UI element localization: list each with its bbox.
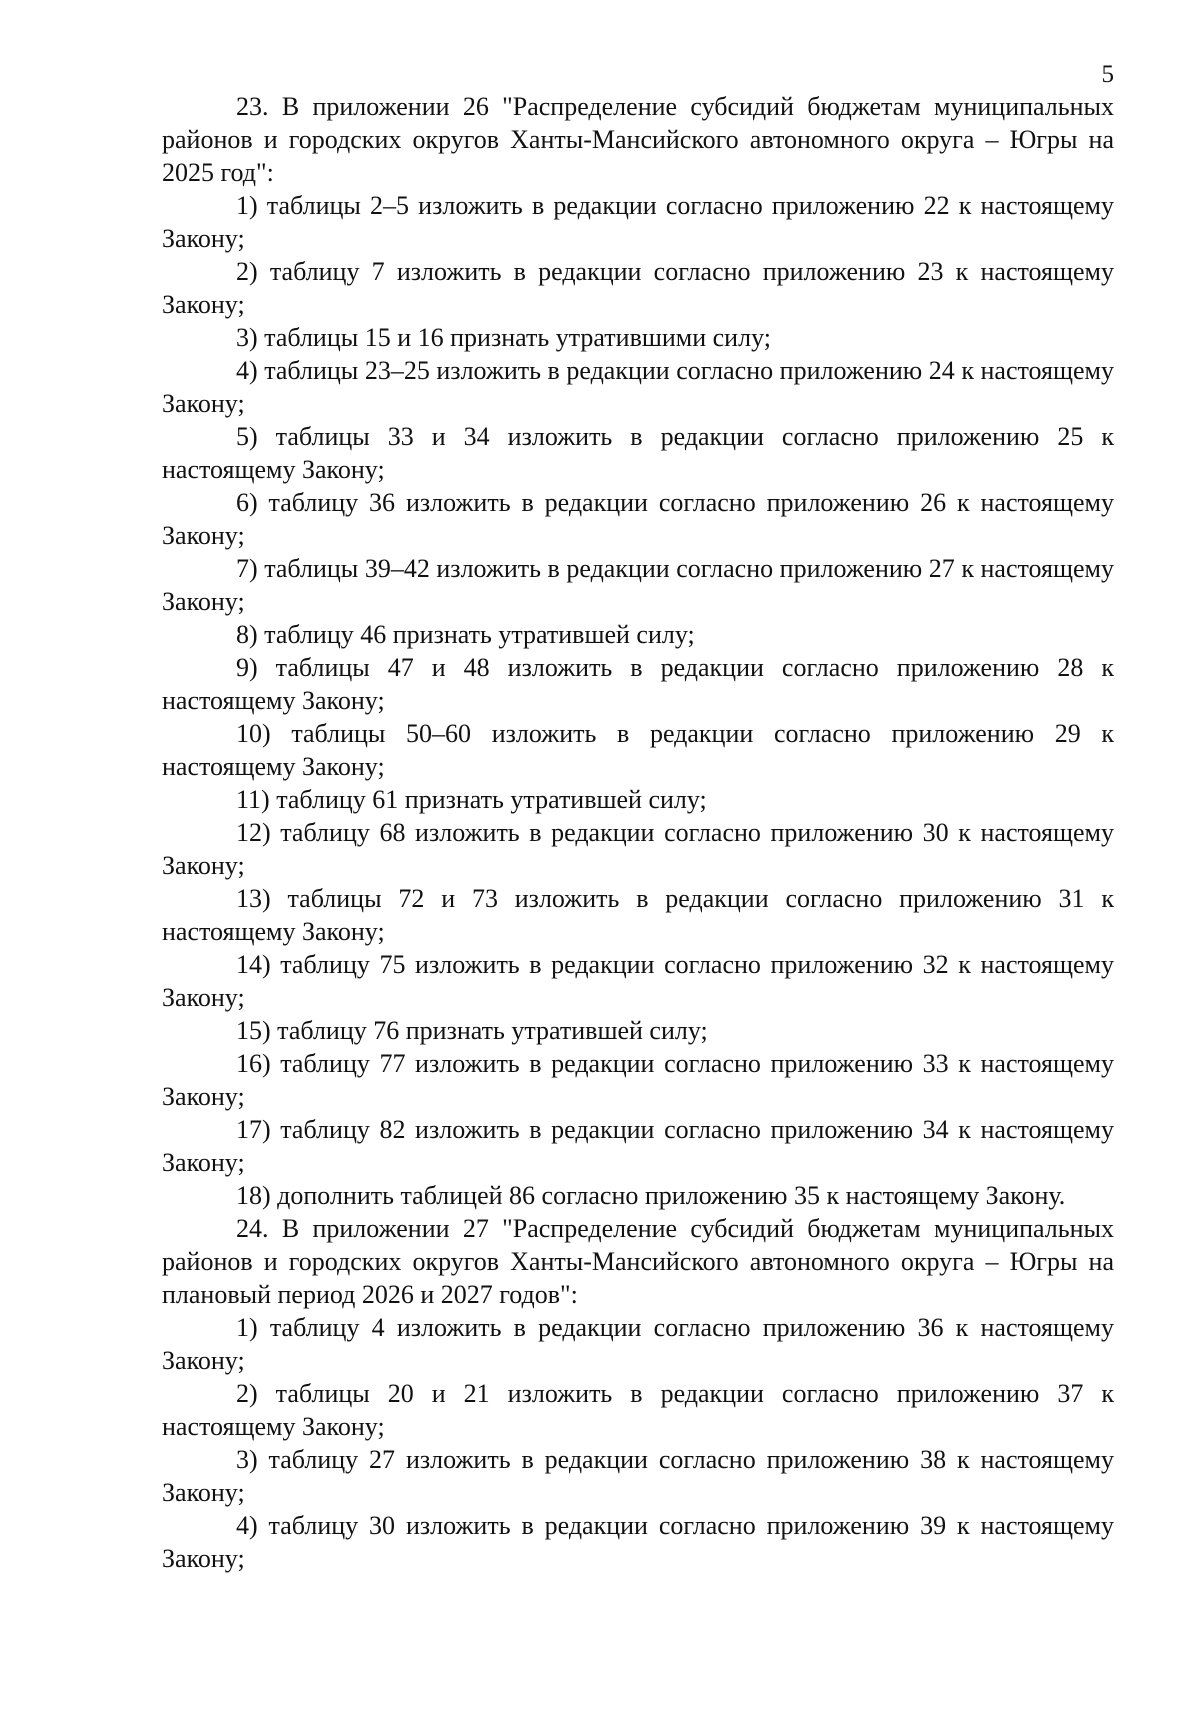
- list-item: 3) таблицу 27 изложить в редакции согласно приложению 38 к настоящему Закону;: [162, 1445, 1114, 1507]
- list-item: 3) таблицы 15 и 16 признать утратившими силу;: [236, 323, 771, 352]
- list-item: 4) таблицу 30 изложить в редакции согласно приложению 39 к настоящему Закону;: [162, 1511, 1114, 1573]
- list-item: 1) таблицу 4 изложить в редакции согласно приложению 36 к настоящему Закону;: [162, 1313, 1114, 1375]
- list-item: 10) таблицы 50–60 изложить в редакции согласно приложению 29 к настоящему Закону;: [162, 719, 1114, 781]
- list-item: 16) таблицу 77 изложить в редакции согласно приложению 33 к настоящему Закону;: [162, 1049, 1114, 1111]
- list-item: 5) таблицы 33 и 34 изложить в редакции согласно приложению 25 к настоящему Закону;: [162, 422, 1114, 484]
- list-item: 7) таблицы 39–42 изложить в редакции согласно приложению 27 к настоящему Закону;: [162, 554, 1114, 616]
- list-item: 9) таблицы 47 и 48 изложить в редакции согласно приложению 28 к настоящему Закону;: [162, 653, 1114, 715]
- list-item: 1) таблицы 2–5 изложить в редакции согласно приложению 22 к настоящему Закону;: [162, 191, 1114, 253]
- list-item: 2) таблицу 7 изложить в редакции согласно приложению 23 к настоящему Закону;: [162, 257, 1114, 319]
- list-item: 11) таблицу 61 признать утратившей силу;: [236, 785, 707, 814]
- list-item: 15) таблицу 76 признать утратившей силу;: [236, 1016, 708, 1045]
- list-item: 8) таблицу 46 признать утратившей силу;: [236, 620, 695, 649]
- list-item: 6) таблицу 36 изложить в редакции согласно приложению 26 к настоящему Закону;: [162, 488, 1114, 550]
- list-item: 13) таблицы 72 и 73 изложить в редакции согласно приложению 31 к настоящему Закону;: [162, 884, 1114, 946]
- list-item: 12) таблицу 68 изложить в редакции согласно приложению 30 к настоящему Закону;: [162, 818, 1114, 880]
- document-body: [162, 90, 1114, 1575]
- item-24-heading: 24. В приложении 27 "Распределение субсидий бюджетам муниципальных районов и городских округов Ханты-Мансийского автономного округа – Югры на плановый период 2026 и 2027 годов":: [162, 1214, 1114, 1309]
- list-item: 17) таблицу 82 изложить в редакции согласно приложению 34 к настоящему Закону;: [162, 1115, 1114, 1177]
- list-item: 2) таблицы 20 и 21 изложить в редакции согласно приложению 37 к настоящему Закону;: [162, 1379, 1114, 1441]
- page-number: 5: [1101, 61, 1114, 88]
- list-item: 18) дополнить таблицей 86 согласно приложению 35 к настоящему Закону.: [236, 1181, 1066, 1210]
- list-item: 14) таблицу 75 изложить в редакции согласно приложению 32 к настоящему Закону;: [162, 950, 1114, 1012]
- list-item: 4) таблицы 23–25 изложить в редакции согласно приложению 24 к настоящему Закону;: [162, 356, 1114, 418]
- item-23-heading: 23. В приложении 26 "Распределение субсидий бюджетам муниципальных районов и городских округов Ханты-Мансийского автономного округа – Югры на 2025 год":: [162, 92, 1114, 187]
